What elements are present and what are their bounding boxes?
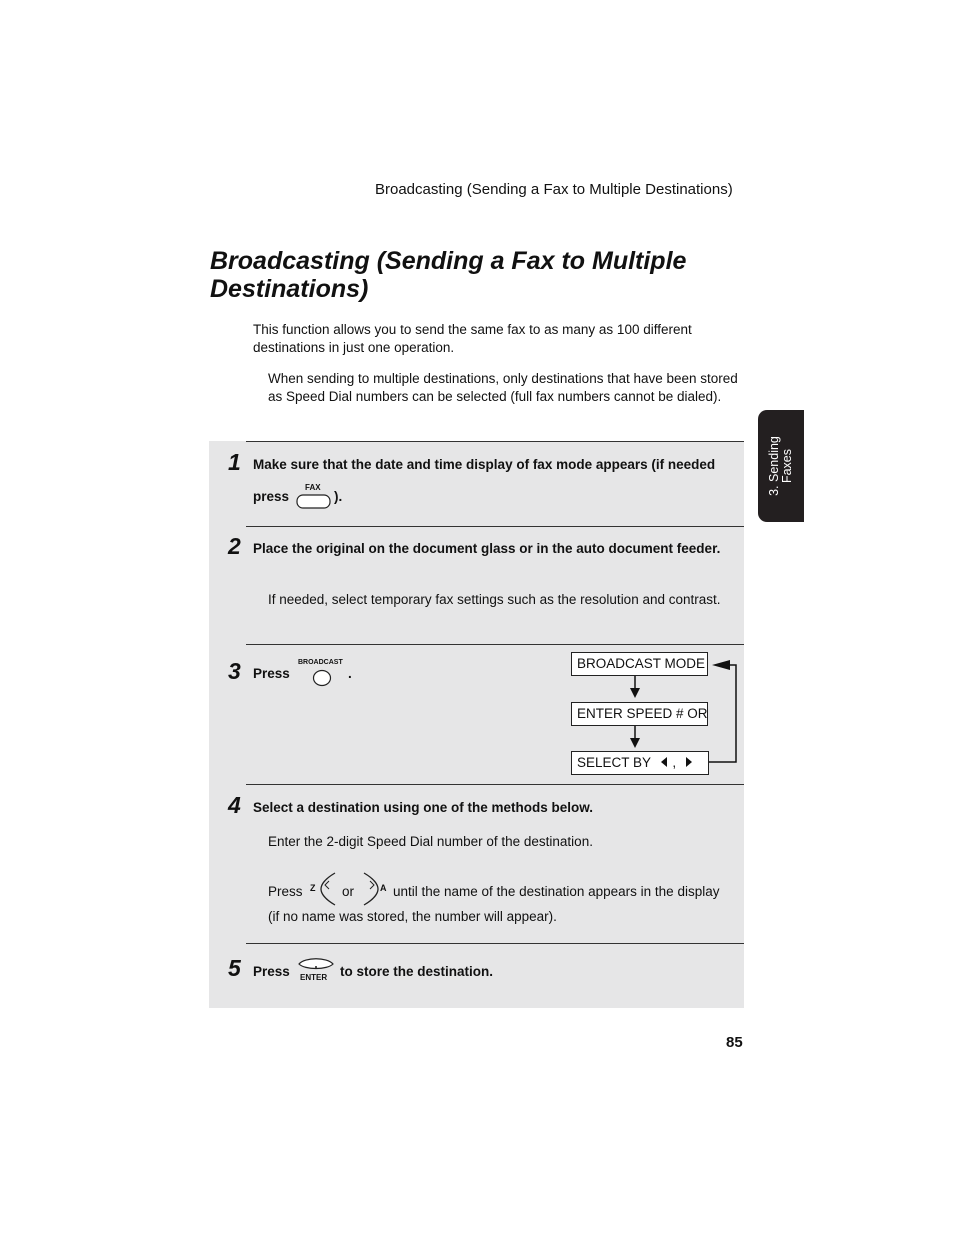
step-5-press: Press: [253, 964, 290, 979]
step-divider: [246, 644, 744, 645]
step-4-press: Press: [268, 884, 303, 899]
step-5-after: to store the destination.: [340, 964, 494, 979]
fax-key-label: FAX: [305, 483, 321, 492]
step-3-after: .: [348, 666, 352, 681]
step-number-4: 4: [228, 792, 241, 818]
step-1-after: ).: [334, 489, 343, 504]
right-nav-key-icon: [360, 871, 382, 907]
step-4-sub1: Enter the 2-digit Speed Dial number of the destination.: [268, 834, 593, 849]
intro-paragraph: This function allows you to send the same fax to as many as 100 different destinations in just one operation.: [253, 322, 692, 355]
note-paragraph: When sending to multiple destinations, only destinations that have been stored as Speed Dial numbers can be selected (full fax numbers cannot be dialed).: [268, 371, 738, 404]
running-header: Broadcasting (Sending a Fax to Multiple Destinations): [375, 181, 733, 198]
step-number-1: 1: [228, 449, 241, 475]
display-flow-arrows: [560, 652, 750, 780]
broadcast-key: [298, 659, 350, 689]
step-3-press: Press: [253, 666, 290, 681]
left-nav-key-icon: [317, 871, 339, 907]
step-4-sub2: until the name of the destination appears in the display: [393, 884, 720, 899]
step-divider: [246, 441, 744, 442]
step-number-5: 5: [228, 955, 241, 981]
step-1-text: Make sure that the date and time display of fax mode appears (if needed: [253, 457, 716, 472]
display-line-1: BROADCAST MODE: [571, 652, 708, 676]
step-2-text: Place the original on the document glass or in the auto document feeder.: [253, 541, 721, 556]
display-line-3-comma: ,: [672, 755, 677, 770]
step-4-sub2-line2: (if no name was stored, the number will appear).: [268, 909, 557, 924]
step-2-sub: If needed, select temporary fax settings such as the resolution and contrast.: [268, 592, 721, 607]
enter-key-icon: [297, 956, 335, 972]
broadcast-key-icon: [312, 669, 334, 687]
fax-key-icon: [296, 494, 332, 510]
step-4-text: Select a destination using one of the methods below.: [253, 800, 594, 815]
chapter-tab-line1: 3. Sending: [767, 436, 781, 496]
step-number-3: 3: [228, 658, 241, 684]
step-1-press: press: [253, 489, 290, 504]
chapter-tab-line2: Faxes: [780, 448, 794, 484]
step-divider: [246, 526, 744, 527]
step-divider: [246, 943, 744, 944]
a-key-label: A: [380, 883, 387, 893]
chapter-tab: [758, 410, 804, 522]
display-line-3-text: SELECT BY: [577, 755, 651, 770]
page-number: 85: [726, 1034, 743, 1051]
broadcast-key-label: BROADCAST: [298, 659, 343, 666]
enter-key-label: ENTER: [300, 973, 328, 982]
page-title: Broadcasting (Sending a Fax to Multiple Destinations): [210, 247, 687, 303]
z-key-label: Z: [310, 883, 316, 893]
fax-key: [296, 483, 332, 511]
step-4-or: or: [342, 884, 355, 899]
enter-key: [297, 956, 335, 986]
step-divider: [246, 784, 744, 785]
display-line-2: ENTER SPEED # OR: [571, 702, 708, 726]
step-number-2: 2: [228, 533, 241, 559]
